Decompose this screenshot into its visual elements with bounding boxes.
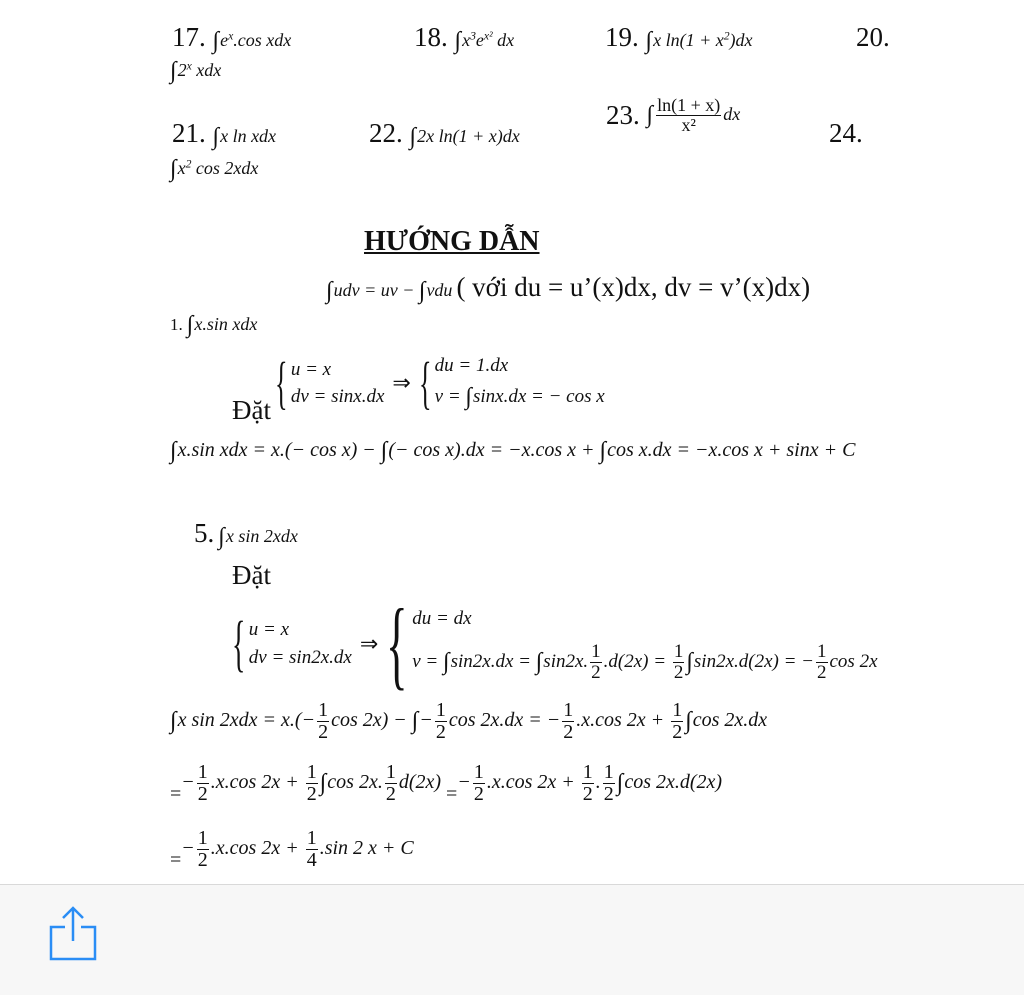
- expr-sup: 2: [723, 29, 730, 43]
- eq-part: .x.cos 2x +: [486, 771, 580, 794]
- eq-dv: dv = sinx.dx: [290, 386, 385, 408]
- numerator: 1: [197, 761, 208, 783]
- exercise-18: 18. $\int x^3e^{x^2}$ dx: [414, 22, 515, 54]
- eq-part: .x.cos 2x +: [576, 709, 670, 732]
- eq-part: d(2x): [398, 771, 442, 794]
- eq-u: u = x: [290, 358, 332, 380]
- fraction: [656, 96, 721, 135]
- denominator: x²: [681, 114, 696, 135]
- system-left: [249, 616, 352, 671]
- exercise-24-expr: $\int x^2$ cos 2xdx: [170, 156, 259, 182]
- expr-part: x: [462, 30, 471, 50]
- numerator: 1: [306, 827, 317, 849]
- share-button[interactable]: [48, 905, 98, 961]
- expr-part: dx: [492, 30, 515, 50]
- eq-u: u = x: [248, 619, 290, 641]
- numerator: 1: [385, 761, 396, 783]
- expr-part: .cos xdx: [233, 30, 292, 50]
- exercise-number: 17.: [172, 22, 206, 52]
- solution-5-label: 5. ∫x sin 2xdx: [194, 518, 298, 550]
- numerator: 1: [306, 761, 317, 783]
- eq-part: −: [457, 771, 471, 794]
- formula-note: ( với du = u’(x)dx, dv = v’(x)dx): [456, 272, 811, 302]
- solution-5-substitution: { u = x dv = sin2x.dx ⇒ { du = dx v = ∫sin2x.dx = ∫sin2x. $\frac{1}{2}$ .d(2x) = $\frac{1}{2}$ ∫sin2x.d(2x) = − $\frac{1}{2}$ cos 2x: [232, 588, 878, 699]
- exercise-number: 23.: [606, 99, 640, 130]
- denominator: 2: [673, 662, 684, 684]
- eq-part: .sin 2 x + C: [319, 837, 414, 860]
- expr-part: cos 2xdx: [191, 158, 259, 178]
- denominator: 2: [385, 783, 396, 805]
- formula-part: vdu: [426, 280, 453, 300]
- expr-part: x: [177, 158, 186, 178]
- eq-part: −: [181, 837, 195, 860]
- expr-part: x sin 2xdx: [225, 526, 298, 546]
- denominator: 2: [473, 783, 484, 805]
- exercise-20-expr: ∫2$^x$ xdx: [170, 58, 222, 84]
- expr-part: e: [220, 30, 229, 50]
- expr-part: x.sin xdx: [194, 314, 258, 334]
- eq-part: −: [181, 771, 195, 794]
- share-icon: [48, 905, 98, 961]
- numerator: 1: [673, 641, 684, 663]
- denominator: 2: [603, 783, 614, 805]
- expr-sup: x: [228, 29, 234, 43]
- expr-sup: 2: [185, 157, 192, 171]
- expr-part: 2x ln(1 + x)dx: [417, 126, 520, 146]
- equals-sign: =: [446, 783, 458, 806]
- dat-label: Đặt: [232, 560, 271, 590]
- denominator: 2: [672, 721, 683, 743]
- denominator: 2: [197, 783, 208, 805]
- eq-part: v =: [434, 385, 466, 407]
- eq-part: .x.cos 2x +: [210, 837, 304, 860]
- exercise-number: 21.: [172, 118, 206, 148]
- eq-part: cos 2x.d(2x): [624, 771, 723, 794]
- denominator: 2: [435, 721, 446, 743]
- denominator: 2: [306, 783, 317, 805]
- eq-part: v =: [412, 651, 444, 673]
- numerator: 1: [603, 761, 614, 783]
- system-right: du = 1.dx v = ∫sinx.dx = − cos x: [435, 352, 605, 414]
- solution-5-line-3: [170, 828, 414, 872]
- system-left: [291, 356, 385, 411]
- eq-part: (− cos x).dx = −x.cos x +: [388, 439, 600, 461]
- exercise-20: 20.: [856, 22, 890, 52]
- exercise-22: 22. ∫2x ln(1 + x)dx: [369, 118, 520, 150]
- expr-part: x ln(1 + x: [653, 30, 724, 50]
- numerator: 1: [591, 641, 601, 663]
- solution-number: 5.: [194, 518, 215, 548]
- expr-part: 2: [177, 60, 187, 80]
- denominator: 2: [563, 721, 574, 743]
- eq-part: .: [595, 771, 601, 794]
- numerator: 1: [473, 761, 484, 783]
- solution-5-line-2: =− $\frac{1}{2}$ .x.cos 2x + $\frac{1}{2}$ ∫cos 2x. $\frac{1}{2}$ d(2x) =− $\frac{1}{2}$ .x.cos 2x + $\frac{1}{2}$ . $\frac{1}{2}$ ∫cos 2x.d(2x): [170, 761, 723, 806]
- solution-5-line-1: ∫x sin 2xdx = x.(− $\frac{1}{2}$ cos 2x) − ∫− $\frac{1}{2}$ cos 2x.dx = − $\frac{1}{2}$ .x.cos 2x + $\frac{1}{2}$ ∫cos 2x.dx: [170, 699, 768, 743]
- solution-1-substitution: Đặt { u = x dv = sinx.dx ⇒ { du = 1.dx v = ∫sinx.dx = − cos x: [232, 350, 605, 425]
- expr-sup: x²: [483, 29, 493, 43]
- exercise-21: 21. ∫x ln xdx: [172, 118, 277, 150]
- eq-part: sin2x.: [543, 651, 589, 673]
- exercise-number: 18.: [414, 22, 448, 52]
- eq-part: cos 2x: [829, 651, 878, 673]
- expr-part: xdx: [191, 60, 222, 80]
- eq-part: −: [419, 709, 433, 732]
- numerator: 1: [582, 761, 593, 783]
- eq-part: cos 2x.dx: [692, 709, 768, 732]
- expr-sup: 3: [470, 29, 476, 43]
- eq-part: x.sin xdx = x.(− cos x) −: [177, 439, 381, 461]
- eq-part: cos 2x.dx = −: [448, 709, 561, 732]
- expr-part: dx: [723, 103, 741, 124]
- numerator: 1: [197, 827, 208, 849]
- numerator: ln(1 + x): [657, 95, 721, 115]
- numerator: 1: [435, 699, 446, 721]
- numerator: 1: [318, 699, 329, 721]
- denominator: 2: [318, 721, 329, 743]
- denominator: 2: [591, 662, 601, 684]
- exercise-24: 24.: [829, 118, 863, 148]
- eq-part: x sin 2xdx = x.(−: [177, 709, 316, 732]
- formula-part: udv = uv −: [333, 280, 419, 300]
- expr-part: e: [475, 30, 484, 50]
- eq-part: .d(2x) =: [603, 651, 671, 673]
- equals-sign: =: [170, 783, 182, 806]
- exercise-23: 23. ∫ $\frac{\ln(1 + x)}{\text{x²}}$ dx: [606, 95, 741, 135]
- denominator: 2: [817, 662, 827, 684]
- numerator: 1: [672, 699, 683, 721]
- system-right: du = dx v = ∫sin2x.dx = ∫sin2x. $\frac{1}{2}$ .d(2x) = $\frac{1}{2}$ ∫sin2x.d(2x) = − $\frac{1}{2}$ cos 2x: [412, 605, 877, 683]
- eq-du: du = 1.dx: [434, 355, 509, 376]
- solution-1-label: 1. ∫x.sin xdx: [170, 312, 258, 338]
- expr-part: )dx: [729, 30, 753, 50]
- exercise-number: 19.: [605, 22, 639, 52]
- eq-part: sinx.dx = − cos x: [473, 385, 605, 407]
- equals-sign: =: [170, 849, 182, 872]
- eq-part: sin2x.dx =: [450, 651, 536, 673]
- solution-1-result: ∫x.sin xdx = x.(− cos x) − ∫(− cos x).dx = −x.cos x + ∫cos x.dx = −x.cos x + sinx + C: [170, 438, 856, 464]
- denominator: 2: [197, 849, 208, 871]
- bottom-toolbar: [0, 884, 1024, 995]
- solution-number: 1.: [170, 315, 183, 334]
- eq-part: cos 2x.: [327, 771, 383, 794]
- eq-part: sin2x.d(2x) = −: [693, 651, 814, 673]
- exercise-17: 17. $\int e^x.\cos$ xdx: [172, 22, 292, 54]
- numerator: 1: [563, 699, 574, 721]
- numerator: 1: [817, 641, 827, 663]
- eq-dv: dv = sin2x.dx: [248, 647, 352, 668]
- eq-part: cos x.dx = −x.cos x + sinx + C: [607, 439, 856, 461]
- section-heading: HƯỚNG DẪN: [364, 226, 540, 257]
- denominator: 4: [306, 849, 317, 871]
- exercise-number: 22.: [369, 118, 403, 148]
- eq-part: cos 2x) −: [331, 709, 412, 732]
- implies-arrow: ⇒: [359, 631, 379, 656]
- eq-du: du = dx: [412, 607, 472, 629]
- parts-formula: ∫udv = uv − ∫vdu ( với du = u’(x)dx, dv = v’(x)dx): [326, 272, 811, 304]
- eq-part: .x.cos 2x +: [210, 771, 304, 794]
- expr-part: x ln xdx: [220, 126, 277, 146]
- dat-label: Đặt: [232, 394, 271, 425]
- expr-sup: x: [186, 59, 192, 73]
- denominator: 2: [582, 783, 593, 805]
- implies-arrow: ⇒: [392, 370, 411, 396]
- exercise-19: 19. ∫x $\ln(1 + x^2)dx$: [605, 22, 753, 54]
